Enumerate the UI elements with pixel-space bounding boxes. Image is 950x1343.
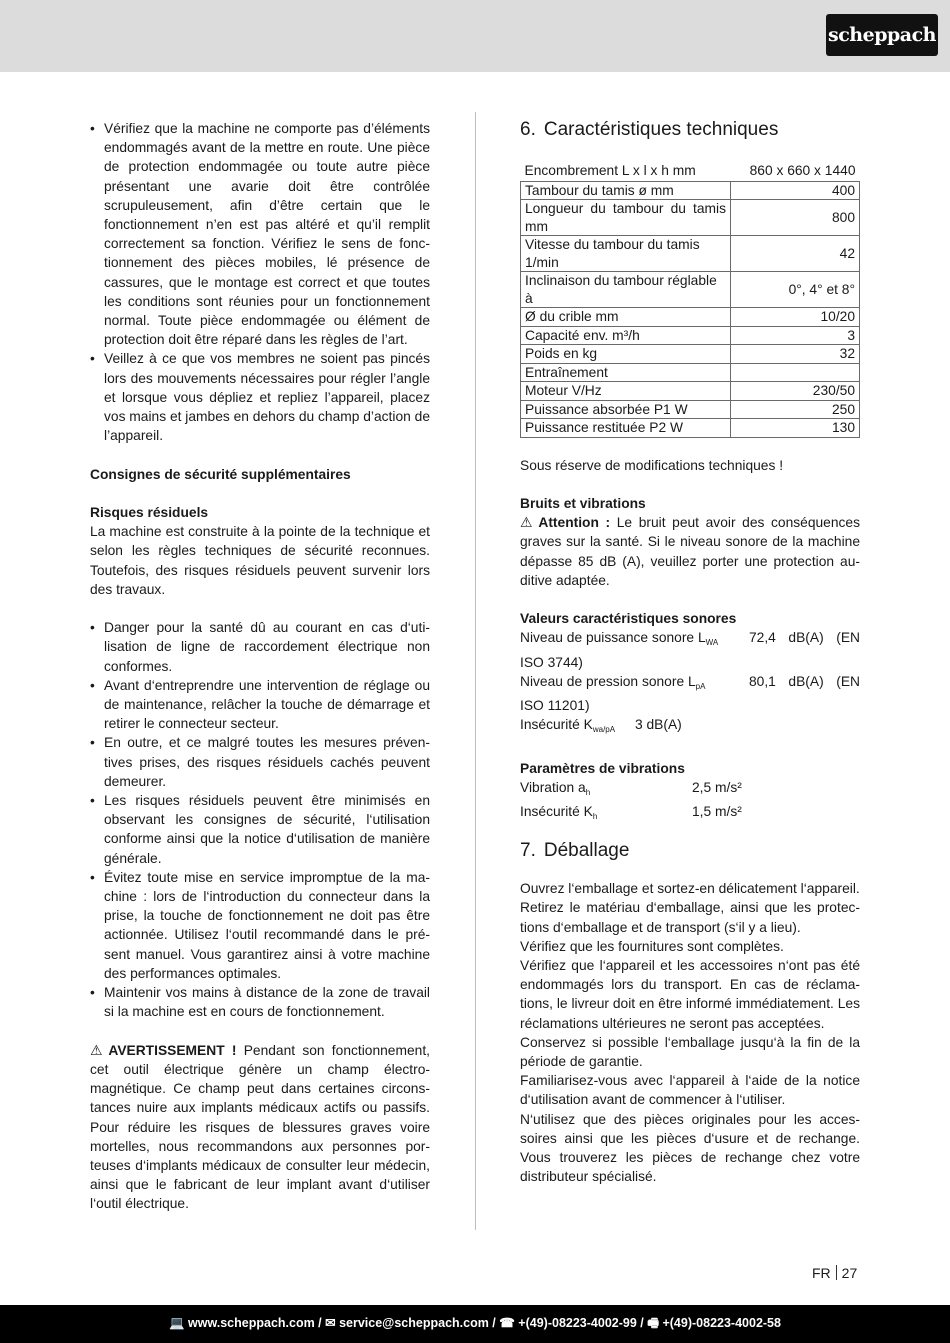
lpa-label: Niveau de pression sonore L [520,673,696,689]
lwa-sub: WA [705,638,719,648]
vibration-value: 2,5 m/s² [692,779,742,795]
sound-values-heading: Valeurs caractéristiques sonores [520,611,737,627]
kh-label: Insécurité K [520,803,593,819]
list-item: • Les risques résiduels peuvent être minimisés en observant les consignes de sécurité, l‘utilisation conforme ainsi que la notice d‘utilisation de manière générale. [90,791,430,868]
lpa-row [520,672,860,696]
attention-paragraph [520,513,860,590]
warning-triangle-icon: ⚠ [520,515,533,531]
bullet-list-risks [90,618,430,1021]
k-row [520,715,860,739]
unpack-paragraph: Conservez si possible l‘emballage jusqu‘à la fin de la période de garantie. [520,1034,860,1069]
reserve-note: Sous réserve de modifications techniques ! [520,457,784,473]
table-row: Capacité env. m³/h 3 [521,326,860,345]
unpack-paragraph: Vérifiez que l‘appareil et les accessoires n‘ont pas été endommagés lors du transport. En cas de réclamations, le livreur doit en être informé immédiatement. Les réclamations ultérieures ne seront pas acceptées. [520,957,860,1031]
list-item: • Vérifiez que la machine ne comporte pas d’éléments endommagés avant de la mettre en route. Une pièce de protection endommagée ou toute autre pièce présentant une avarie doit être contrôlée scrupuleusement, afin d’être certain que le fonctionnement n’en est pas altéré et qu’il remplit correctement sa fonction. Vérifiez le sens de fonctionnement des pièces mobiles, lé présence de cassures, que le montage est correct et que toutes les conditions sont réunies pour un fonctionnement normal. Toute pièce endommagée ou élément de protection doit être réparé dans les règles de l’art. [90,119,430,349]
list-item: • Danger pour la santé dû au courant en cas d‘utilisation de ligne de raccordement électrique non conformes. [90,618,430,676]
lwa-label: Niveau de puissance sonore L [520,630,706,646]
safety-heading: Consignes de sécurité supplémentaires [90,466,351,482]
k-value: 3 dB(A) [635,717,682,733]
spec-table [520,161,860,438]
right-column [520,119,860,1186]
unpack-paragraph: N‘utilisez que des pièces originales pour les accessoires ainsi que les pièces d‘usure et de rechange. Vous trouverez les pièces de rechange chez votre distributeur spécialisé. [520,1111,860,1185]
page-number [812,1265,857,1281]
attention-text: Le bruit peut avoir des conséquences graves sur la santé. Si le niveau sonore de la machine dépasse 85 dB (A), veuillez porter une protection auditive adaptée. [520,515,860,588]
attention-label: Attention : [538,515,611,531]
unpack-paragraph: Retirez le matériau d‘emballage, ainsi que les protections d‘emballage et de transport (s‘il y a lieu). [520,900,860,935]
noise-heading: Bruits et vibrations [520,495,646,511]
risks-text: La machine est construite à la pointe de la technique et selon les règles techniques de sécurité reconnues. Toutefois, des risques résiduels peuvent survenir lors des travaux. [90,524,430,597]
list-item: • Veillez à ce que vos membres ne soient pas pincés lors des mouvements nécessaires pour régler l’angle et lorsque vous dépliez et repliez l’appareil, placez vos mains et jambes en dehors du champ d’action de l’appareil. [90,349,430,445]
risks-heading: Risques résiduels [90,505,209,521]
page-num: 27 [841,1265,858,1281]
list-item: • En outre, et ce malgré toutes les mesures préventives prises, des risques résiduels cachés peuvent demeurer. [90,733,430,791]
warning-triangle-icon: ⚠ [90,1042,103,1058]
warning-label: AVERTISSEMENT ! [108,1042,237,1058]
vibration-row [520,778,860,802]
lwa-cont: ISO 3744) [520,654,583,670]
kh-value: 1,5 m/s² [692,803,742,819]
lwa-value: 72,4 dB(A) (EN [749,630,860,646]
lpa-cont: ISO 11201) [520,697,590,713]
table-row: Puissance restituée P2 W 130 [521,419,860,438]
table-row: Longueur du tambour du tamis mm 800 [521,200,860,236]
table-row: Poids en kg 32 [521,345,860,364]
unpack-paragraph: Ouvrez l‘emballage et sortez-en délicatement l‘appareil. [520,881,860,897]
warning-text: Pendant son fonctionnement, cet outil électrique génère un champ électromagnétique. Ce champ peut dans certaines circonstances nuire aux implants médicaux actifs ou passifs. Pour réduire les risques de blessures graves voire mortelles, nous recommandons aux personnes porteuses d‘implants médicaux de consulter leur médecin, ainsi que le fabricant de leur implant avant d‘utiliser l‘outil électrique. [90,1042,430,1212]
lpa-value: 80,1 dB(A) (EN [749,673,860,689]
kh-row [520,802,860,826]
lpa-sub: pA [695,681,706,691]
footer-contacts: 💻 www.scheppach.com / ✉ service@scheppach.com / ☎ +(49)-08223-4002-99 / 🖷 +(49)-08223-4002-58 [169,1315,781,1330]
list-item: • Évitez toute mise en service impromptue de la machine : lors de l‘introduction du connecteur dans la prise, la touche de fonctionnement ne doit pas être actionnée. Utilisez l‘outil recommandé dans le présent manuel. Vous garantirez ainsi à votre machine des performances optimales. [90,868,430,983]
table-row: Puissance absorbée P1 W 250 [521,400,860,419]
contact-footer [0,1305,950,1343]
section-7-heading: 7. Déballage [520,840,630,862]
table-row: Inclinaison du tambour réglable à 0°, 4° et 8° [521,272,860,308]
k-label: Insécurité K [520,717,593,733]
brand-logo: scheppach [826,14,938,56]
kh-sub: h [592,811,598,821]
unpack-paragraph: Vérifiez que les fournitures sont complètes. [520,938,784,954]
table-row: Moteur V/Hz 230/50 [521,382,860,401]
left-column [90,119,430,1214]
page-lang: FR [812,1265,831,1281]
bullet-list-checks [90,119,430,445]
table-row: Tambour du tamis ø mm 400 [521,181,860,200]
table-row: Entraînement [521,363,860,382]
table-row: Encombrement L x l x h mm 860 x 660 x 1440 [521,161,860,181]
header-bar [0,0,950,72]
lwa-row [520,628,860,652]
k-sub: wa/pA [592,725,616,735]
vibration-sub: h [585,787,591,797]
section-6-heading: 6. Caractéristiques techniques [520,119,779,140]
warning-paragraph [90,1041,430,1214]
list-item: • Avant d‘entreprendre une intervention de réglage ou de maintenance, relâcher la touche de démarrage et retirer le connecteur secteur. [90,676,430,734]
list-item: • Maintenir vos mains à distance de la zone de travail si la machine est en cours de fonctionnement. [90,983,430,1021]
vibration-heading: Paramètres de vibrations [520,760,685,776]
table-row: Ø du crible mm 10/20 [521,308,860,327]
unpack-paragraph: Familiarisez-vous avec l‘appareil à l‘aide de la notice d‘utilisation avant de commencer à l‘utiliser. [520,1073,860,1108]
table-row: Vitesse du tambour du tamis 1/min 42 [521,236,860,272]
column-divider [475,112,476,1230]
vibration-label: Vibration a [520,779,586,795]
